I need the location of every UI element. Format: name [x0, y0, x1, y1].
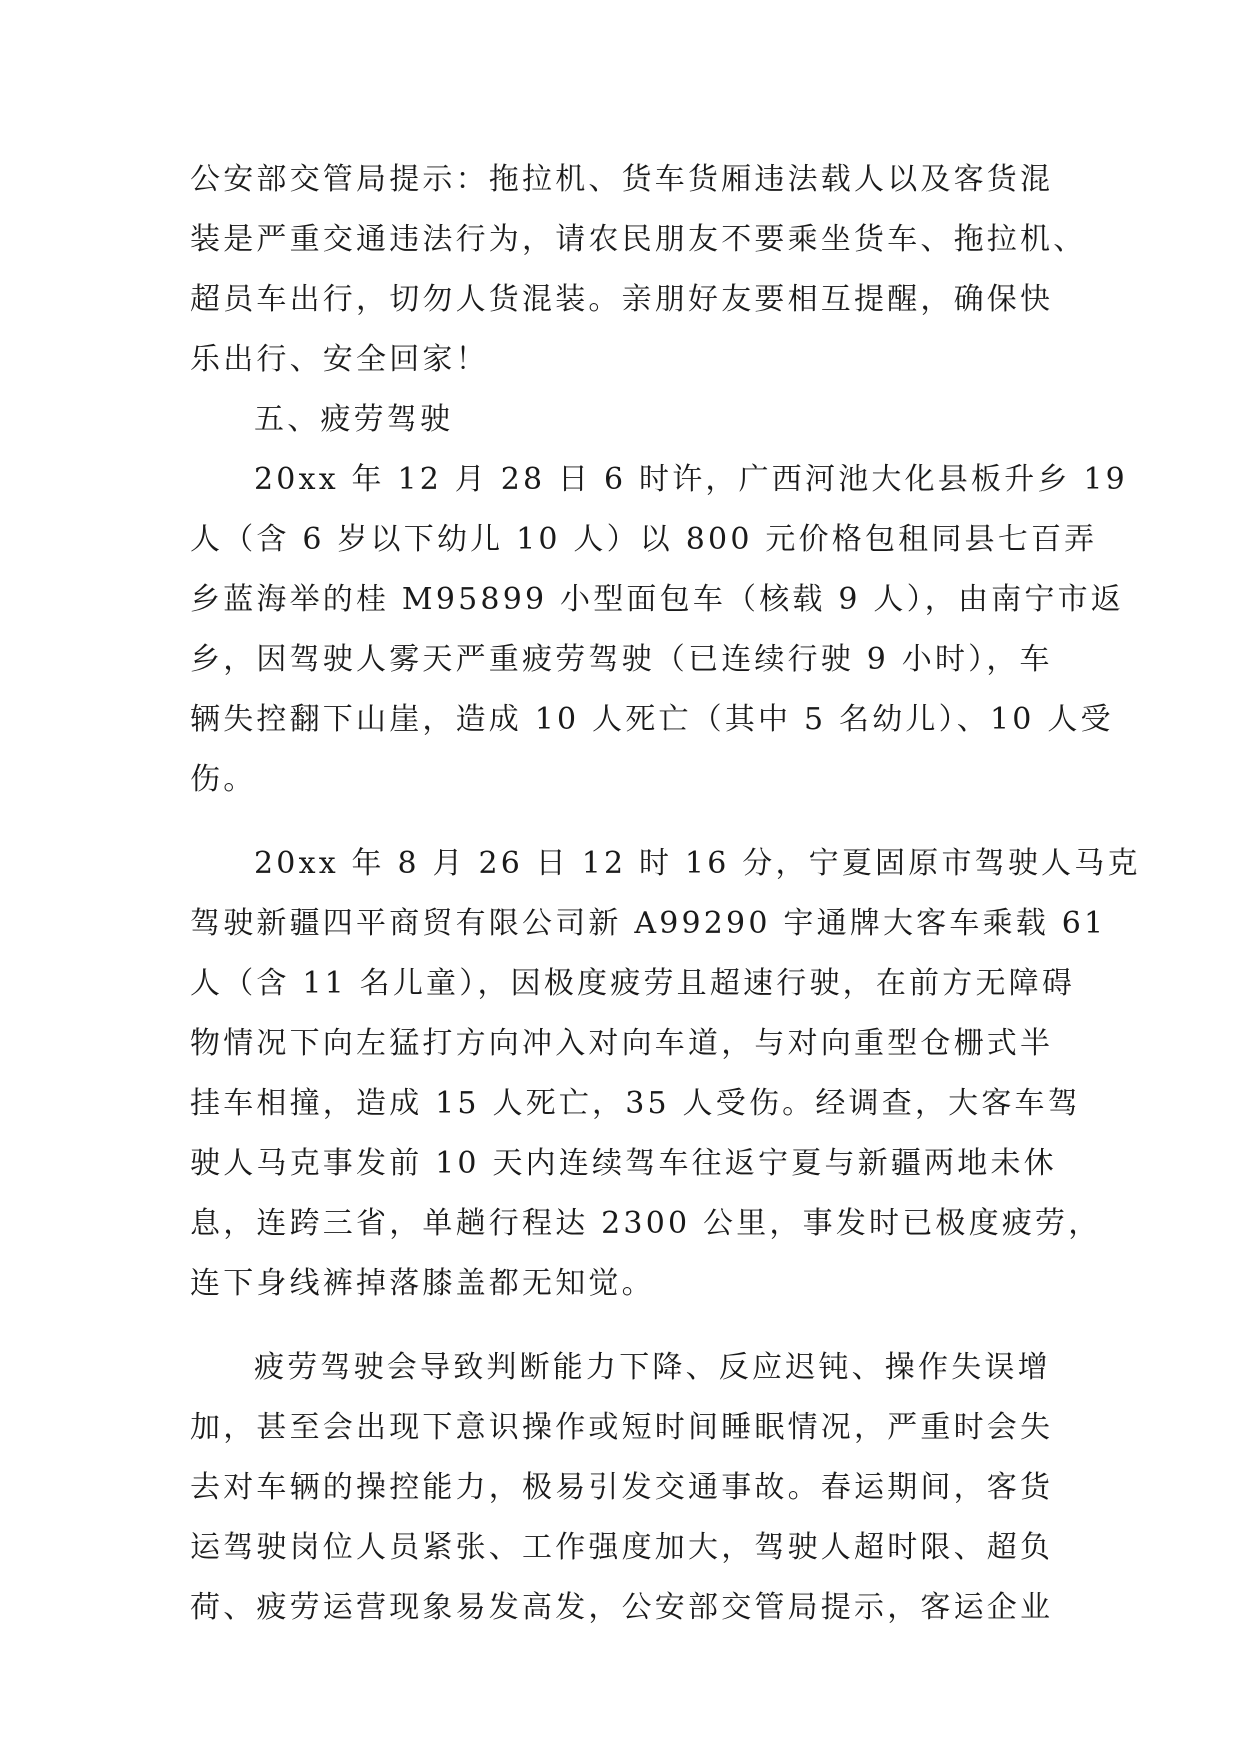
text-line: 去对车辆的操控能力，极易引发交通事故。春运期间，客货	[190, 1470, 1054, 1505]
section-heading: 五、疲劳驾驶	[254, 402, 454, 437]
text-line: 驶人马克事发前 10 天内连续驾车往返宁夏与新疆两地未休	[190, 1146, 1057, 1181]
text-line: 装是严重交通违法行为，请农民朋友不要乘坐货车、拖拉机、	[190, 222, 1087, 257]
text-line: 公安部交管局提示：拖拉机、货车货厢违法载人以及客货混	[190, 162, 1054, 197]
text-line: 连下身线裤掉落膝盖都无知觉。	[190, 1266, 655, 1301]
text-line: 人（含 11 名儿童），因极度疲劳且超速行驶，在前方无障碍	[190, 966, 1076, 1001]
text-line: 挂车相撞，造成 15 人死亡，35 人受伤。经调查，大客车驾	[190, 1086, 1081, 1121]
text-line: 辆失控翻下山崖，造成 10 人死亡（其中 5 名幼儿）、10 人受	[190, 702, 1114, 737]
text-line: 荷、疲劳运营现象易发高发，公安部交管局提示，客运企业	[190, 1590, 1054, 1625]
text-line: 疲劳驾驶会导致判断能力下降、反应迟钝、操作失误增	[254, 1350, 1051, 1385]
text-line: 乡，因驾驶人雾天严重疲劳驾驶（已连续行驶 9 小时），车	[190, 642, 1053, 677]
text-line: 加，甚至会出现下意识操作或短时间睡眠情况，严重时会失	[190, 1410, 1054, 1445]
text-line: 20xx 年 12 月 28 日 6 时许，广西河池大化县板升乡 19	[254, 462, 1128, 497]
text-line: 超员车出行，切勿人货混装。亲朋好友要相互提醒，确保快	[190, 282, 1054, 317]
text-line: 息，连跨三省，单趟行程达 2300 公里，事发时已极度疲劳，	[190, 1206, 1102, 1241]
text-line: 20xx 年 8 月 26 日 12 时 16 分，宁夏固原市驾驶人马克	[254, 846, 1141, 881]
text-line: 运驾驶岗位人员紧张、工作强度加大，驾驶人超时限、超负	[190, 1530, 1054, 1565]
paragraph-fatigue-explanation	[190, 1338, 1052, 1638]
document-body	[190, 150, 1141, 1638]
paragraph-case-guangxi	[190, 450, 1128, 810]
text-line: 伤。	[190, 762, 257, 797]
text-line: 物情况下向左猛打方向冲入对向车道，与对向重型仓栅式半	[190, 1026, 1054, 1061]
paragraph-traffic-warning	[190, 150, 1087, 390]
text-line: 乐出行、安全回家！	[190, 342, 489, 377]
text-line: 乡蓝海举的桂 M95899 小型面包车（核载 9 人），由南宁市返	[190, 582, 1124, 617]
text-line: 人（含 6 岁以下幼儿 10 人）以 800 元价格包租同县七百弄	[190, 522, 1098, 557]
text-line: 驾驶新疆四平商贸有限公司新 A99290 宇通牌大客车乘载 61	[190, 906, 1107, 941]
paragraph-case-ningxia	[190, 834, 1141, 1314]
